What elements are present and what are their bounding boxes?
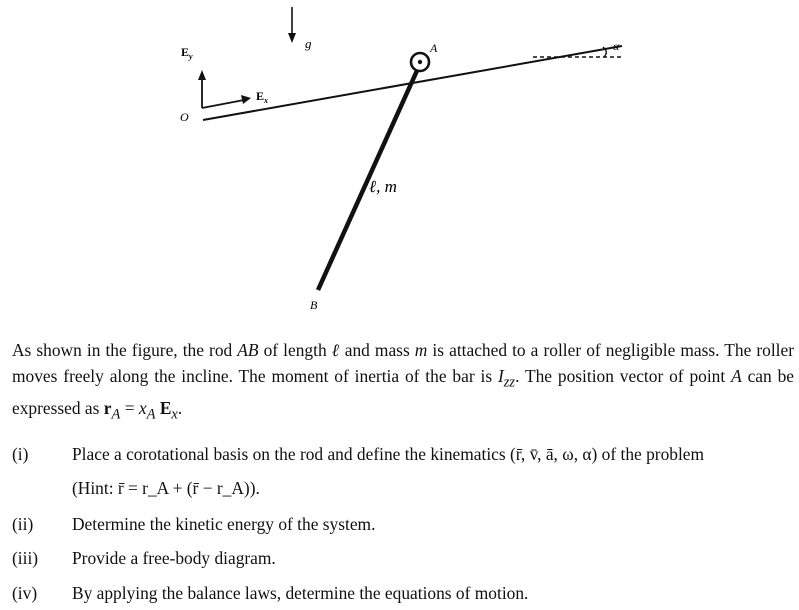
roller-pin (418, 60, 422, 64)
point-b-label: B (310, 298, 318, 312)
origin-label: O (180, 110, 189, 124)
question-line: (Hint: r̄ = r_A + (r̄ − r_A)). (72, 478, 260, 498)
question-number: (ii) (12, 514, 34, 534)
question-line: Place a corotational basis on the rod and define the kinematics (r̄, v̄, ā, ω, α) of the problem (72, 444, 705, 464)
point-a-label: A (430, 41, 438, 55)
gravity-arrowhead (288, 33, 296, 43)
question-text: Provide a free-body diagram. (72, 548, 276, 568)
ey-arrowhead (198, 70, 206, 80)
question-number: (iii) (12, 548, 39, 568)
problem-statement: As shown in the figure, the rod AB of length ℓ and mass m is attached to a roller of negligible mass. The roller moves freely along the incline. The moment of inertia of the bar is $I_{zz}$. The position vector of point A can be expressed as $r_A = x_A$ $E_x$. (12, 340, 795, 423)
ex-arrowhead (241, 95, 251, 104)
ey-label: $E_y$ (181, 45, 193, 61)
gravity-label: g (305, 36, 312, 51)
question-text: By applying the balance laws, determine the equations of motion. (72, 583, 529, 603)
question-number: (iv) (12, 583, 38, 603)
question-text (72, 441, 797, 501)
question-text: Determine the kinetic energy of the system. (72, 514, 376, 534)
ex-arrow-shaft (202, 100, 244, 108)
angle-label: α (613, 39, 620, 53)
question-number: (i) (12, 444, 29, 464)
ex-label: $E_x$ (256, 89, 269, 105)
rod-label: ℓ, m (369, 177, 397, 196)
